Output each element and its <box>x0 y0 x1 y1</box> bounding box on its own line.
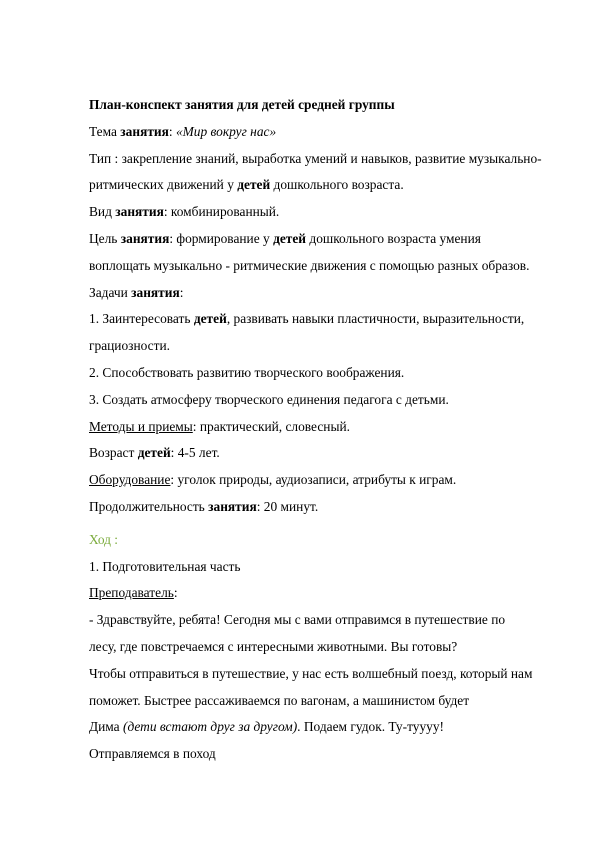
age-bold: детей <box>137 445 171 461</box>
task-2: 2. Способствовать развитию творческого воображения. <box>89 364 405 380</box>
type-line-1: Тип : закрепление знаний, выработка умений и навыков, развитие музыкально- <box>89 150 542 166</box>
task-1-pre: 1. Заинтересовать <box>89 311 194 327</box>
task-1-bold: детей <box>193 311 227 327</box>
speech-3-post: . Подаем гудок. Ту-туууу! <box>297 719 444 735</box>
task-1-post: , развивать навыки пластичности, выразительности, <box>226 311 525 327</box>
topic-line <box>89 119 559 146</box>
goal-bold-2: детей <box>273 230 307 246</box>
duration-pre: Продолжительность <box>89 498 209 514</box>
equipment-value: : уголок природы, аудиозаписи, атрибуты к играм. <box>170 472 457 488</box>
tasks-label: Задачи <box>89 284 132 300</box>
section-heading-hod: Ход : <box>89 531 119 547</box>
kind-line <box>89 199 559 226</box>
duration-bold: занятия <box>208 498 257 514</box>
goal-post: дошкольного возраста умения <box>306 230 481 246</box>
speech-2-line-1: Чтобы отправиться в путешествие, у нас есть волшебный поезд, который нам <box>89 665 533 681</box>
speech-3 <box>89 714 559 741</box>
tasks-bold: занятия <box>131 284 180 300</box>
type-line-2-post: дошкольного возраста. <box>270 177 404 193</box>
topic-value: «Мир вокруг нас» <box>175 123 277 139</box>
equipment-label: Оборудование <box>89 472 171 488</box>
tasks-heading <box>89 280 559 307</box>
part-1-heading: 1. Подготовительная часть <box>89 558 241 574</box>
methods-value: : практический, словесный. <box>192 418 350 434</box>
goal-line-1 <box>89 226 559 253</box>
age-post: : 4-5 лет. <box>170 445 220 461</box>
teacher-label: Преподаватель <box>89 585 174 601</box>
topic-sep: : <box>168 123 176 139</box>
document-body <box>89 92 559 768</box>
type-line-2 <box>89 172 559 199</box>
goal-bold-1: занятия <box>120 230 170 246</box>
goal-pre: Цель <box>89 230 121 246</box>
type-line-2-pre: ритмических движений у <box>89 177 238 193</box>
teacher-label-line <box>89 580 559 607</box>
teacher-colon: : <box>173 585 178 601</box>
speech-3-italic: (дети встают друг за другом) <box>122 719 298 735</box>
type-line-2-bold: детей <box>237 177 271 193</box>
topic-bold: занятия <box>120 123 169 139</box>
kind-bold: занятия <box>115 204 164 220</box>
speech-1-line-2: лесу, где повстречаемся с интересными животными. Вы готовы? <box>89 638 458 654</box>
topic-label: Тема <box>89 123 121 139</box>
goal-line-2: воплощать музыкально - ритмические движения с помощью разных образов. <box>89 257 530 273</box>
duration-line <box>89 494 559 521</box>
methods-line <box>89 414 559 441</box>
age-pre: Возраст <box>89 445 138 461</box>
speech-2-line-2: поможет. Быстрее рассаживаемся по вагонам, а машинистом будет <box>89 692 470 708</box>
document-title: План-конспект занятия для детей средней группы <box>89 97 395 112</box>
goal-mid: : формирование у <box>169 230 274 246</box>
task-1-line-2: грациозности. <box>89 338 170 354</box>
speech-4: Отправляемся в поход <box>89 746 216 762</box>
duration-post: : 20 минут. <box>256 498 319 514</box>
kind-post: : комбинированный. <box>163 204 280 220</box>
task-3: 3. Создать атмосферу творческого единения педагога с детьми. <box>89 391 449 407</box>
tasks-post: : <box>179 284 184 300</box>
speech-3-pre: Дима <box>89 719 123 735</box>
task-1-line-1 <box>89 306 559 333</box>
speech-1-line-1: - Здравствуйте, ребята! Сегодня мы с вами отправимся в путешествие по <box>89 612 506 628</box>
equipment-line <box>89 467 559 494</box>
kind-label: Вид <box>89 204 116 220</box>
methods-label: Методы и приемы <box>89 418 193 434</box>
age-line <box>89 440 559 467</box>
